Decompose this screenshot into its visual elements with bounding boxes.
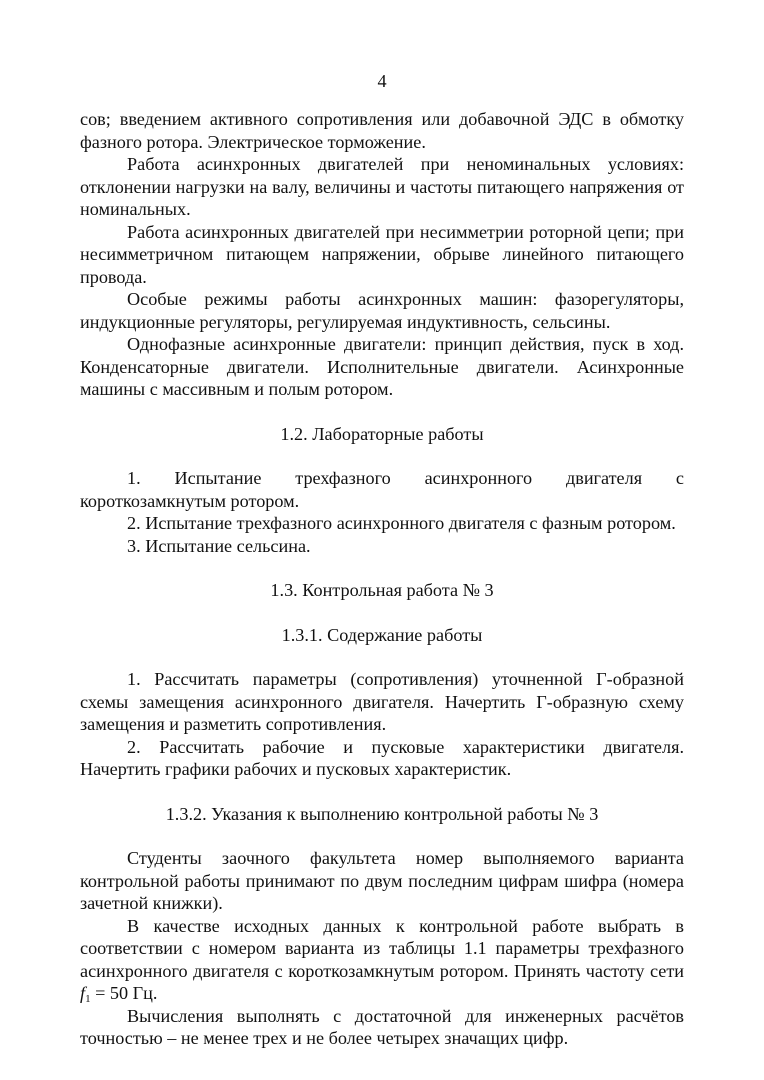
lab-item-1: 1. Испытание трехфазного асинхронного двигателя с короткозамкнутым ротором. [80,468,684,511]
paragraph-continuation: сов; введением активного сопротивления или добавочной ЭДС в обмотку фазного ротора. Электрическое торможение. [80,109,684,152]
heading-lab-works: 1.2. Лабораторные работы [280,423,484,444]
paragraph-abnormal-conditions: Работа асинхронных двигателей при неноминальных условиях: отклонении нагрузки на валу, величины и частоты питающего напряжения от номинальных. [80,154,684,219]
instructions-paragraph-source-data [80,915,684,1005]
frequency-value: = 50 Гц. [90,983,158,1003]
source-data-text: В качестве исходных данных к контрольной работе выбрать в соответствии с номером варианта из таблицы 1.1 параметры трехфазного асинхронного двигателя с короткозамкнутым ротором. Принять частоту сети [80,915,684,981]
frequency-symbol: f [80,983,86,1003]
instructions-paragraph-variant: Студенты заочного факультета номер выполняемого варианта контрольной работы принимают по двум последним цифрам шифра (номера зачетной книжки). [80,848,684,913]
lab-item-3: 3. Испытание сельсина. [127,535,311,556]
lab-item-2: 2. Испытание трехфазного асинхронного двигателя с фазным ротором. [127,513,676,533]
paragraph-single-phase: Однофазные асинхронные двигатели: принцип действия, пуск в ход. Конденсаторные двигатели. Исполнительные двигатели. Асинхронные машины с массивным и полым ротором. [80,334,684,399]
page-number: 4 [377,71,387,91]
heading-control-work: 1.3. Контрольная работа № 3 [270,580,494,600]
paragraph-asymmetry: Работа асинхронных двигателей при несимметрии роторной цепи; при несимметричном питающем напряжении, обрыве линейного питающего провода. [80,221,684,287]
instructions-paragraph-precision: Вычисления выполнять с достаточной для инженерных расчётов точностью – не менее трех и не более четырех значащих цифр. [80,1005,684,1048]
content-item-2: 2. Рассчитать рабочие и пусковые характеристики двигателя. Начертить графики рабочих и пусковых характеристик. [80,736,684,779]
content-item-1: 1. Рассчитать параметры (сопротивления) уточненной Г-образной схемы замещения асинхронного двигателя. Начертить Г-образную схему замещения и разметить сопротивления. [80,669,684,734]
heading-instructions: 1.3.2. Указания к выполнению контрольной работы № 3 [165,803,599,824]
frequency-subscript: 1 [85,993,91,1005]
document-body [80,108,684,1050]
paragraph-special-modes: Особые режимы работы асинхронных машин: фазорегуляторы, индукционные регуляторы, регулируемая индуктивность, сельсины. [80,289,684,332]
heading-work-content: 1.3.1. Содержание работы [281,624,483,645]
